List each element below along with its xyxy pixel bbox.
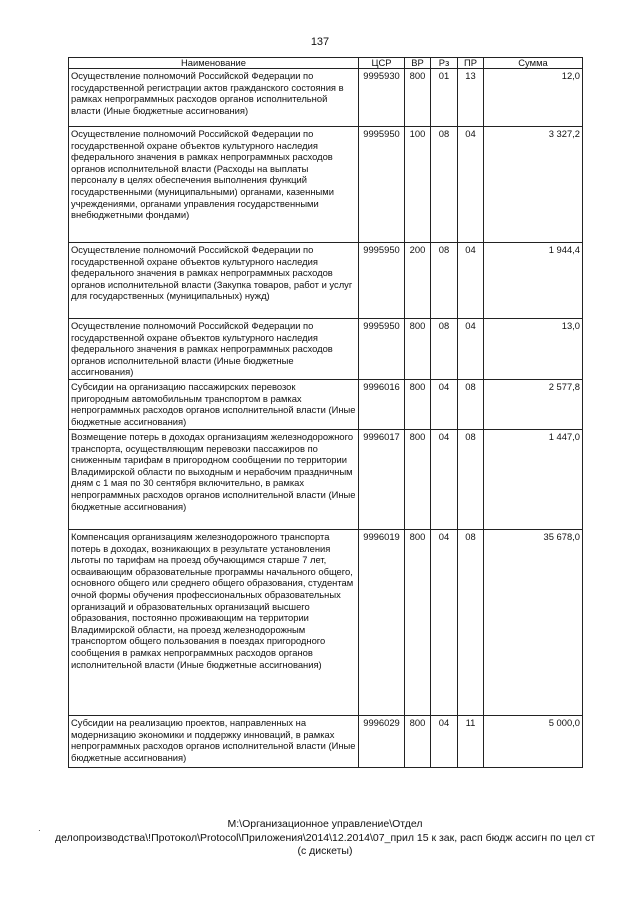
header-rz: Рз	[431, 58, 458, 69]
row-pr: 11	[458, 715, 484, 767]
table-row	[69, 243, 583, 319]
table-row	[69, 69, 583, 127]
header-name: Наименование	[69, 58, 359, 69]
row-csr: 9996017	[359, 429, 405, 529]
row-vr: 800	[405, 529, 431, 715]
row-vr: 800	[405, 715, 431, 767]
table-row	[69, 715, 583, 767]
row-csr: 9996016	[359, 379, 405, 429]
row-rz: 04	[431, 715, 458, 767]
table-row	[69, 319, 583, 380]
row-vr: 800	[405, 429, 431, 529]
row-sum: 2 577,8	[484, 379, 583, 429]
row-pr: 08	[458, 529, 484, 715]
row-vr: 800	[405, 379, 431, 429]
row-name: Субсидии на организацию пассажирских перевозок пригородным автомобильным транспортом в рамках непрограммных расходов органов исполнительной власти (Иные бюджетные ассигнования)	[69, 379, 359, 429]
row-pr: 04	[458, 319, 484, 380]
row-sum: 5 000,0	[484, 715, 583, 767]
row-name: Осуществление полномочий Российской Федерации по государственной охране объектов культурного наследия федерального значения в рамках непрограммных расходов органов исполнительной власти (Иные бюджетные ассигнования)	[69, 319, 359, 380]
row-name: Субсидии на реализацию проектов, направленных на модернизацию экономики и поддержку инноваций, в рамках непрограммных расходов органов исполнительной власти (Иные бюджетные ассигнования)	[69, 715, 359, 767]
table-row	[69, 529, 583, 715]
row-name: Осуществление полномочий Российской Федерации по государственной охране объектов культурного наследия федерального значения в рамках непрограммных расходов органов исполнительной власти (Закупка товаров, работ и услуг для государственных (муниципальных) нужд)	[69, 243, 359, 319]
table-header-row	[69, 58, 583, 69]
row-pr: 13	[458, 69, 484, 127]
header-vr: ВР	[405, 58, 431, 69]
row-rz: 04	[431, 379, 458, 429]
row-csr: 9995950	[359, 243, 405, 319]
row-pr: 08	[458, 429, 484, 529]
table-row	[69, 429, 583, 529]
table-row	[69, 379, 583, 429]
row-rz: 08	[431, 243, 458, 319]
row-rz: 01	[431, 69, 458, 127]
row-vr: 800	[405, 69, 431, 127]
row-sum: 35 678,0	[484, 529, 583, 715]
row-rz: 08	[431, 127, 458, 243]
row-rz: 08	[431, 319, 458, 380]
header-sum: Сумма	[484, 58, 583, 69]
row-sum: 13,0	[484, 319, 583, 380]
row-name: Возмещение потерь в доходах организациям железнодорожного транспорта, осуществляющим перевозки пассажиров по сниженным тарифам в пригородном сообщении по территории Владимирской области по выходным и нерабочим праздничным дням с 1 мая по 30 сентября включительно, в рамках непрограммных расходов органов исполнительной власти (Иные бюджетные ассигнования)	[69, 429, 359, 529]
row-pr: 04	[458, 127, 484, 243]
footer-line-1: М:\Организационное управление\Отдел	[227, 818, 423, 830]
page-number: 137	[310, 36, 330, 48]
row-sum: 3 327,2	[484, 127, 583, 243]
budget-table	[68, 57, 583, 768]
row-sum: 1 447,0	[484, 429, 583, 529]
row-csr: 9996029	[359, 715, 405, 767]
row-pr: 04	[458, 243, 484, 319]
row-csr: 9996019	[359, 529, 405, 715]
row-sum: 1 944,4	[484, 243, 583, 319]
row-name: Компенсация организациям железнодорожного транспорта потерь в доходах, возникающих в результате установления льготы по тарифам на проезд обучающимся старше 7 лет, осваивающим образовательные программы начального общего, основного общего или среднего общего образования, студентам очной формы обучения профессиональных образовательных организаций и образовательных организаций высшего образования, постоянно проживающим на территории Владимирской области, на проезд железнодорожным транспортом общего пользования в поездах пригородного сообщения в рамках непрограммных расходов органов исполнительной власти (Иные бюджетные ассигнования)	[69, 529, 359, 715]
row-vr: 800	[405, 319, 431, 380]
row-name: Осуществление полномочий Российской Федерации по государственной охране объектов культурного наследия федерального значения в рамках непрограммных расходов органов исполнительной власти (Расходы на выплаты персоналу в целях обеспечения выполнения функций государственными (муниципальными) органами, казенными учреждениями, органами управления государственными внебюджетными фондами)	[69, 127, 359, 243]
row-pr: 08	[458, 379, 484, 429]
row-csr: 9995930	[359, 69, 405, 127]
header-pr: ПР	[458, 58, 484, 69]
footer-path	[40, 818, 610, 859]
row-csr: 9995950	[359, 127, 405, 243]
row-vr: 200	[405, 243, 431, 319]
row-rz: 04	[431, 429, 458, 529]
table-row	[69, 127, 583, 243]
row-vr: 100	[405, 127, 431, 243]
row-rz: 04	[431, 529, 458, 715]
row-sum: 12,0	[484, 69, 583, 127]
footer-line-2: делопроизводства\!Протокол\Protocol\Приложения\2014\12.2014\07_прил 15 к зак, расп бюдж ассигн по цел ст	[54, 831, 596, 844]
margin-dot: ·	[38, 826, 41, 835]
row-name: Осуществление полномочий Российской Федерации по государственной регистрации актов гражданского состояния в рамках непрограммных расходов органов исполнительной власти (Иные бюджетные ассигнования)	[69, 69, 359, 127]
footer-line-3: (с дискеты)	[297, 845, 353, 857]
row-csr: 9995950	[359, 319, 405, 380]
header-csr: ЦСР	[359, 58, 405, 69]
